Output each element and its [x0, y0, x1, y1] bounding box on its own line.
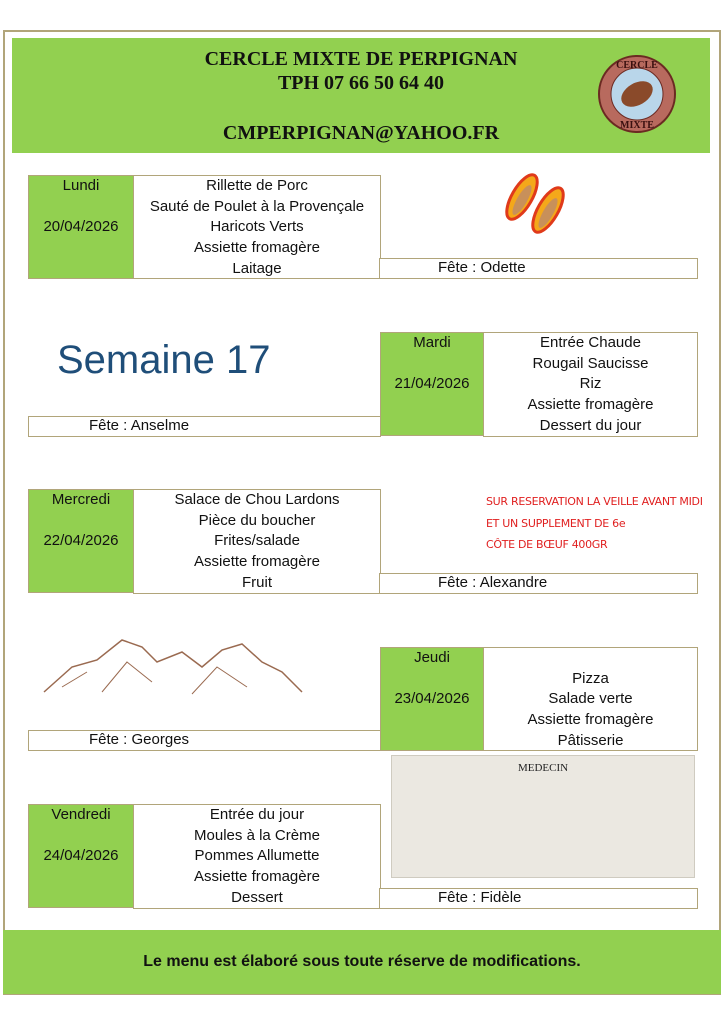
- notice-line: CÔTE DE BŒUF 400GR: [486, 538, 608, 551]
- notice-line: ET UN SUPPLEMENT DE 6e: [486, 516, 626, 530]
- menu-item: Assiette fromagère: [527, 711, 654, 729]
- menu-item: Riz: [579, 375, 602, 393]
- menu-item: Dessert du jour: [539, 416, 642, 434]
- fete-vendredi: Fête : Fidèle: [379, 888, 698, 909]
- espadrilles-icon: [500, 170, 572, 240]
- menu-item: Laitage: [232, 259, 282, 277]
- menu-item: Pommes Allumette: [194, 847, 320, 865]
- notice-line: SUR RESERVATION LA VEILLE AVANT MIDI: [486, 495, 703, 508]
- day-date: 20/04/2026: [43, 218, 119, 236]
- day-name: Vendredi: [51, 806, 111, 823]
- day-name: Mardi: [413, 334, 451, 351]
- medecin-label: MEDECIN: [517, 762, 569, 774]
- menu-item: Salace de Chou Lardons: [174, 491, 340, 508]
- club-phone: TPH 07 66 50 64 40: [277, 72, 445, 94]
- fete-lundi: Fête : Odette: [379, 258, 698, 279]
- week-label: Semaine 17: [57, 338, 271, 382]
- svg-text:CERCLE: CERCLE: [616, 60, 658, 71]
- menu-item: Sauté de Poulet à la Provençale: [149, 197, 365, 215]
- reservation-notice: [486, 491, 703, 556]
- menu-lundi: [133, 175, 381, 279]
- menu-mercredi: [133, 489, 381, 594]
- menu-item: Rougail Saucisse: [532, 354, 649, 372]
- menu-jeudi: [483, 647, 698, 751]
- menu-item: Frites/salade: [214, 532, 300, 550]
- medecin-box: [391, 755, 695, 878]
- day-date: 24/04/2026: [43, 847, 119, 865]
- day-date: 22/04/2026: [43, 532, 119, 550]
- svg-text:MIXTE: MIXTE: [620, 120, 654, 131]
- day-name: Mercredi: [51, 491, 111, 508]
- menu-item: Entrée Chaude: [540, 334, 641, 351]
- header-banner: [12, 38, 710, 153]
- menu-item: Assiette fromagère: [194, 868, 320, 886]
- menu-vendredi: [133, 804, 381, 909]
- menu-item: Pièce du boucher: [198, 511, 316, 529]
- menu-item: Assiette fromagère: [194, 553, 320, 571]
- club-logo-icon: [597, 54, 677, 134]
- day-cell-lundi: [28, 175, 134, 279]
- menu-item: Entrée du jour: [209, 806, 305, 823]
- menu-item: Dessert: [231, 888, 283, 906]
- day-name: Lundi: [62, 177, 100, 194]
- menu-item: Fruit: [242, 573, 272, 591]
- day-date: 21/04/2026: [394, 375, 470, 393]
- club-title: CERCLE MIXTE DE PERPIGNAN: [204, 48, 518, 70]
- mountains-icon: [42, 632, 304, 702]
- menu-item: Haricots Verts: [210, 218, 304, 236]
- menu-item: Salade verte: [548, 690, 633, 708]
- menu-item: Assiette fromagère: [527, 396, 654, 414]
- menu-item: Pizza: [572, 669, 609, 687]
- day-cell-jeudi: [380, 647, 484, 751]
- fete-mercredi: Fête : Alexandre: [379, 573, 698, 594]
- menu-item: Moules à la Crème: [194, 826, 320, 844]
- day-cell-vendredi: [28, 804, 134, 908]
- menu-mardi: [483, 332, 698, 437]
- fete-jeudi: Fête : Georges: [28, 730, 381, 751]
- club-email: CMPERPIGNAN@YAHOO.FR: [222, 122, 500, 144]
- day-cell-mercredi: [28, 489, 134, 593]
- day-name: Jeudi: [414, 649, 450, 666]
- fete-mardi: Fête : Anselme: [28, 416, 381, 437]
- day-date: 23/04/2026: [394, 690, 470, 708]
- footer-disclaimer: Le menu est élaboré sous toute réserve de modifications.: [3, 930, 721, 994]
- menu-item: Assiette fromagère: [194, 239, 320, 257]
- menu-item: Pâtisserie: [557, 731, 624, 749]
- menu-item: Rillette de Porc: [206, 177, 308, 194]
- day-cell-mardi: [380, 332, 484, 436]
